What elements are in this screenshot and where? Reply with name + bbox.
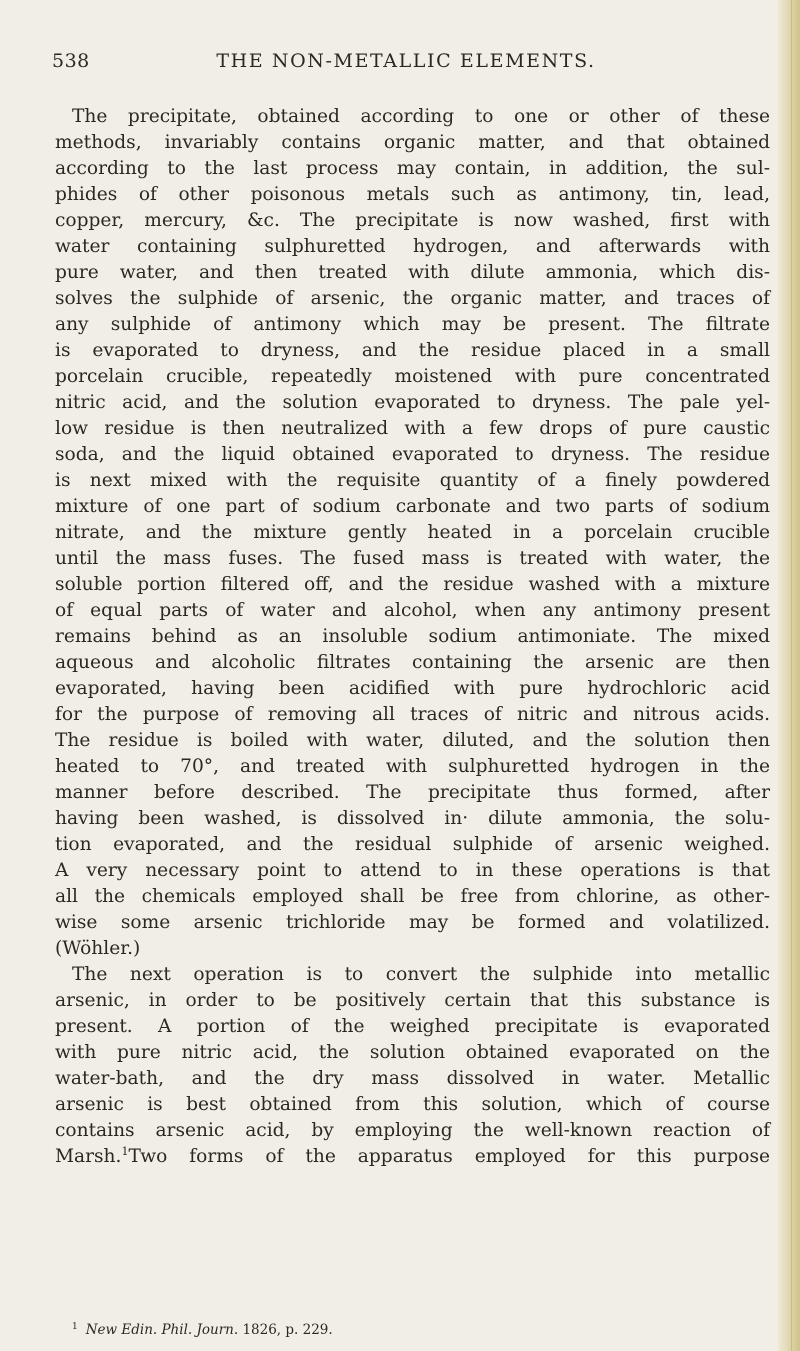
text-line: The precipitate, obtained according to one or other of these [72,106,770,127]
text-line: evaporated, having been acidified with pure hydrochloric acid [55,678,770,699]
text-line: is evaporated to dryness, and the residue placed in a small [55,340,770,361]
text-line: tion evaporated, and the residual sulphide of arsenic weighed. [55,834,770,855]
text-line: The residue is boiled with water, diluted, and the solution then [55,730,770,751]
page-edge-line [791,0,792,1351]
text-line: wise some arsenic trichloride may be formed and volatilized. [55,912,770,933]
text-line: present. A portion of the weighed precipitate is evaporated [55,1016,770,1037]
text-line: nitric acid, and the solution evaporated to dryness. The pale yel- [55,392,770,413]
text-line: The next operation is to convert the sulphide into metallic [72,964,770,985]
text-line: arsenic is best obtained from this solution, which of course [55,1094,770,1115]
running-head [52,50,760,80]
marsh-continuation: Two forms of the apparatus employed for this purpose [128,1146,770,1167]
page-number: 538 [52,50,90,72]
text-line-with-footnote [55,1144,770,1170]
text-line: phides of other poisonous metals such as antimony, tin, lead, [55,184,770,205]
page-edge [778,0,800,1351]
text-line: according to the last process may contain, in addition, the sul- [55,158,770,179]
marsh-word: Marsh. [55,1146,122,1167]
text-line: all the chemicals employed shall be free from chlorine, as other- [55,886,770,907]
running-title: THE NON-METALLIC ELEMENTS. [216,50,596,72]
text-line: contains arsenic acid, by employing the well-known reaction of [55,1120,770,1141]
text-line: heated to 70°, and treated with sulphuretted hydrogen in the [55,756,770,777]
text-line: pure water, and then treated with dilute ammonia, which dis- [55,262,770,283]
text-line: soluble portion filtered off, and the residue washed with a mixture [55,574,770,595]
text-line: water-bath, and the dry mass dissolved in water. Metallic [55,1068,770,1089]
text-line: manner before described. The precipitate thus formed, after [55,782,770,803]
text-line: any sulphide of antimony which may be present. The filtrate [55,314,770,335]
text-line: water containing sulphuretted hydrogen, and afterwards with [55,236,770,257]
text-line: A very necessary point to attend to in these operations is that [55,860,770,881]
text-line: having been washed, is dissolved in· dilute ammonia, the solu- [55,808,770,829]
text-line: arsenic, in order to be positively certain that this substance is [55,990,770,1011]
footnote [72,1318,672,1339]
text-line: low residue is then neutralized with a few drops of pure caustic [55,418,770,439]
text-line: nitrate, and the mixture gently heated in a porcelain crucible [55,522,770,543]
footnote-ref: 1 [121,1145,129,1158]
text-line: copper, mercury, &c. The precipitate is now washed, first with [55,210,770,231]
text-line: remains behind as an insoluble sodium antimoniate. The mixed [55,626,770,647]
text-line: porcelain crucible, repeatedly moistened with pure concentrated [55,366,770,387]
text-line: for the purpose of removing all traces of nitric and nitrous acids. [55,704,770,725]
text-line: aqueous and alcoholic filtrates containing the arsenic are then [55,652,770,673]
text-line: of equal parts of water and alcohol, when any antimony present [55,600,770,621]
text-line: mixture of one part of sodium carbonate and two parts of sodium [55,496,770,517]
text-line: solves the sulphide of arsenic, the organic matter, and traces of [55,288,770,309]
text-line: soda, and the liquid obtained evaporated to dryness. The residue [55,444,770,465]
text-line: methods, invariably contains organic matter, and that obtained [55,132,770,153]
text-line: until the mass fuses. The fused mass is treated with water, the [55,548,770,569]
footnote-mark: 1 [72,1322,78,1332]
text-line: (Wöhler.) [55,938,141,959]
footnote-details: 1826, p. 229. [242,1322,333,1338]
body-text [55,104,770,1170]
text-line: is next mixed with the requisite quantity of a finely powdered [55,470,770,491]
text-line: with pure nitric acid, the solution obtained evaporated on the [55,1042,770,1063]
footnote-citation: New Edin. Phil. Journ. [85,1322,239,1338]
